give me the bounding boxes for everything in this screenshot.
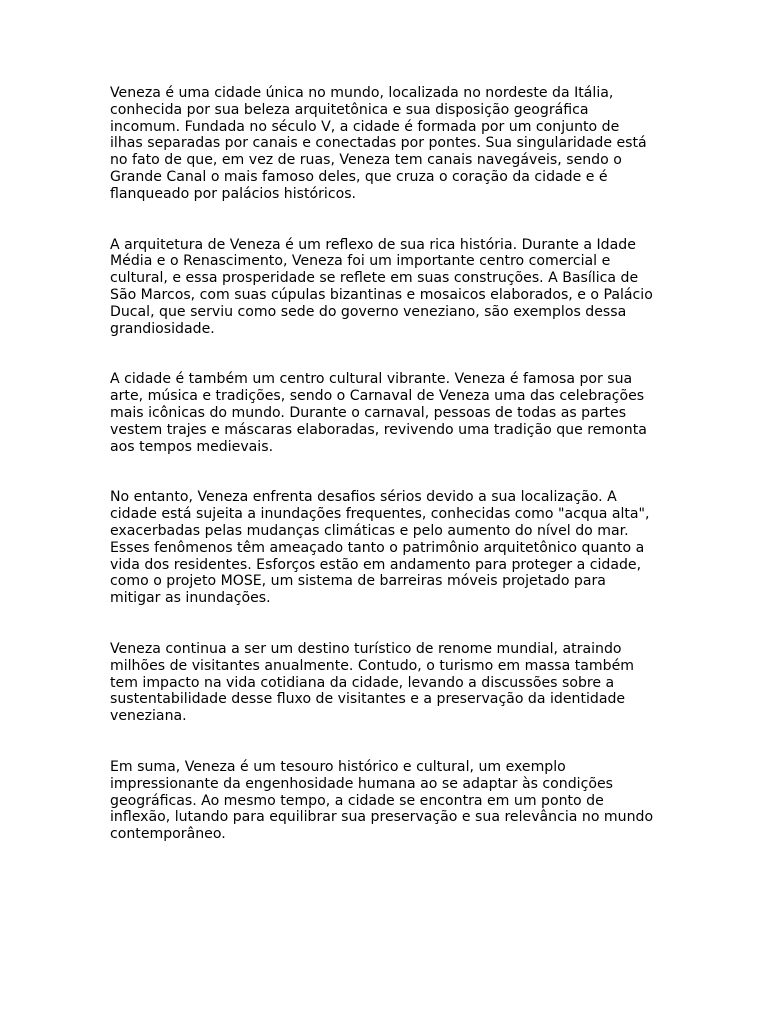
paragraph-intro: Veneza é uma cidade única no mundo, localizada no nordeste da Itália, conhecida por sua beleza arquitetônica e sua disposição geográfica incomum. Fundada no século V, a cidade é formada por um conjunto de ilhas separadas por canais e conectadas por pontes. Sua singularidade está no fato de que, em vez de ruas, Veneza tem canais navegáveis, sendo o Grande Canal o mais famoso deles, que cruza o coração da cidade e é flanqueado por palácios históricos. xyxy=(110,85,647,202)
document-body xyxy=(110,85,662,843)
paragraph-culture: A cidade é também um centro cultural vibrante. Veneza é famosa por sua arte, música e tradições, sendo o Carnaval de Veneza uma das celebrações mais icônicas do mundo. Durante o carnaval, pessoas de todas as partes vestem trajes e máscaras elaboradas, revivendo uma tradição que remonta aos tempos medievais. xyxy=(110,371,647,455)
paragraph-challenges: No entanto, Veneza enfrenta desafios sérios devido a sua localização. A cidade está sujeita a inundações frequentes, conhecidas como "acqua alta", exacerbadas pelas mudanças climáticas e pelo aumento do nível do mar. Esses fenômenos têm ameaçado tanto o patrimônio arquitetônico quanto a vida dos residentes. Esforços estão em andamento para proteger a cidade, como o projeto MOSE, um sistema de barreiras móveis projetado para mitigar as inundações. xyxy=(110,489,650,607)
paragraph-tourism: Veneza continua a ser um destino turístico de renome mundial, atraindo milhões de visitantes anualmente. Contudo, o turismo em massa também tem impacto na vida cotidiana da cidade, levando a discussões sobre a sustentabilidade desse fluxo de visitantes e a preservação da identidade veneziana. xyxy=(110,640,634,725)
paragraph-architecture: A arquitetura de Veneza é um reflexo de sua rica história. Durante a Idade Média e o Renascimento, Veneza foi um importante centro comercial e cultural, e essa prosperidade se reflete em suas construções. A Basílica de São Marcos, com suas cúpulas bizantinas e mosaicos elaborados, e o Palácio Ducal, que serviu como sede do governo veneziano, são exemplos dessa grandiosidade. xyxy=(110,236,653,337)
paragraph-conclusion: Em suma, Veneza é um tesouro histórico e cultural, um exemplo impressionante da engenhosidade humana ao se adaptar às condições geográficas. Ao mesmo tempo, a cidade se encontra em um ponto de inflexão, lutando para equilibrar sua preservação e sua relevância no mundo contemporâneo. xyxy=(110,758,654,843)
